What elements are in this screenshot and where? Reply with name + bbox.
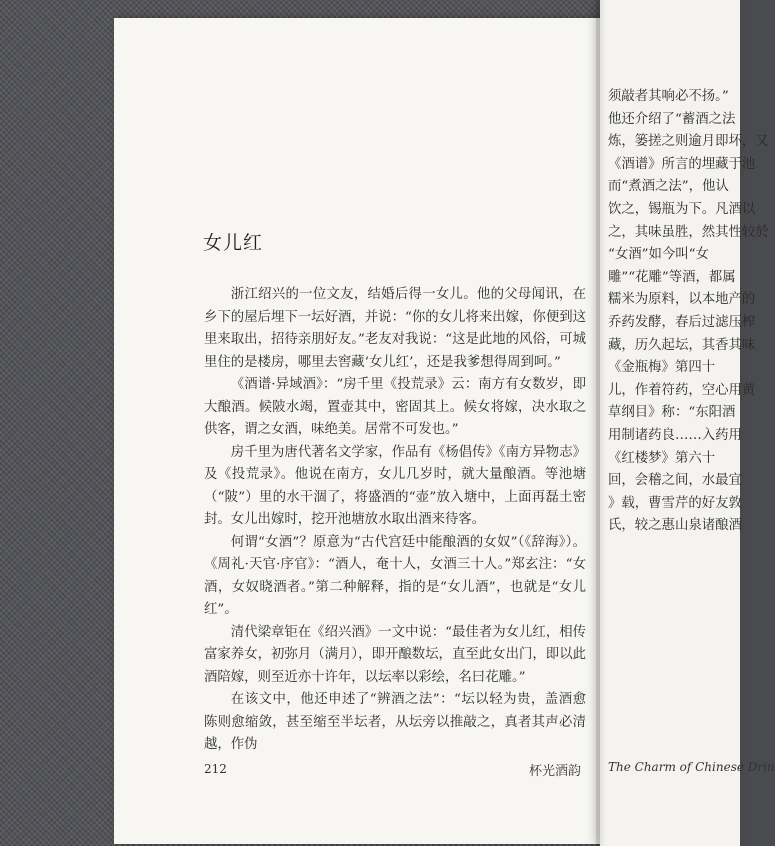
book-gutter-shadow xyxy=(596,0,606,846)
right-page-line: 《金瓶梅》第四十 xyxy=(608,360,716,376)
page-number: 212 xyxy=(204,762,227,776)
right-page-line: 回，会稽之间，水最宜 xyxy=(608,473,742,489)
right-page-line: 儿，作着符药，空心用黄 xyxy=(608,382,756,398)
chapter-title: 女儿红 xyxy=(203,232,264,254)
right-page-line: 》载，曹雪芹的好友敦 xyxy=(608,495,742,511)
right-page-line: 饮之，锡瓶为下。凡酒以 xyxy=(608,201,756,217)
running-title: 杯光酒韵 xyxy=(529,764,582,779)
right-page-text xyxy=(608,86,769,538)
right-page-line: 藏，历久起坛，其香其味 xyxy=(608,337,756,353)
right-page-line: 《酒谱》所言的埋藏于池 xyxy=(608,156,756,172)
right-page-line: 糯米为原料，以本地产的 xyxy=(608,292,756,308)
paragraph: 房千里为唐代著名文学家，作品有《杨倡传》《南方异物志》及《投荒录》。他说在南方，女儿几岁时，就大量酿酒。等池塘（“陂”）里的水干涸了，将盛酒的“壶”放入塘中，上面再磊土密封。女儿出嫁时，挖开池塘放水取出酒来待客。 xyxy=(204,444,586,527)
right-page-running-title: The Charm of Chinese Drin xyxy=(608,760,775,774)
right-book-page xyxy=(600,0,775,846)
right-page-line: 须敲者其响必不扬。” xyxy=(608,89,729,104)
right-page-line: 《红楼梦》第六十 xyxy=(608,450,716,466)
right-page-line: 草纲目》称：“东阳酒 xyxy=(608,405,736,421)
right-page-line: 用制诸药良……入药用 xyxy=(608,427,742,443)
chapter-body xyxy=(204,284,586,757)
paragraph: 《酒谱·异域酒》：“房千里《投荒录》云：南方有女数岁，即大酿酒。候陂水竭，置壶其中，密固其上。候女将嫁，决水取之供客，谓之女酒，味绝美。居常不可发也。” xyxy=(204,377,586,437)
paragraph: 何谓“女酒”？原意为“古代宫廷中能酿酒的女奴”（《辞海》）。《周礼·天官·序官》：“酒人，奄十人，女酒三十人。”郑玄注：“女酒，女奴晓酒者。”第二种解释，指的是“女儿酒”，也就是“女儿红”。 xyxy=(204,534,586,617)
paragraph: 清代梁章钜在《绍兴酒》一文中说：“最佳者为女儿红，相传富家养女，初弥月（满月），即开酿数坛，直至此女出门，即以此酒陪嫁，则至近亦十许年，以坛率以彩绘，名曰花雕。” xyxy=(204,624,586,685)
right-page-line: 氏，较之惠山泉诸酿酒 xyxy=(608,518,742,534)
right-page-line: “女酒”如今叫“女 xyxy=(608,247,709,263)
right-page-line: 炼，篓搓之则逾月即坏，又 xyxy=(608,134,769,150)
right-page-line: 之，其味虽胜，然其性较於 xyxy=(608,224,769,240)
right-page-line: 乔药发酵，春后过滤压榨 xyxy=(608,314,756,330)
paragraph: 浙江绍兴的一位文友，结婚后得一女儿。他的父母闻讯，在乡下的屋后埋下一坛好酒，并说：“你的女儿将来出嫁，你便到这里来取出，招待亲朋好友。”老友对我说：“这是此地的风俗，可城里住的是楼房，哪里去窖藏‘女儿红’，还是我爹想得周到呵。” xyxy=(204,287,586,370)
right-page-line: 而“煮酒之法”，他认 xyxy=(608,179,729,195)
paragraph: 在该文中，他还申述了“辨酒之法”：“坛以轻为贵，盖酒愈陈则愈缩敛，甚至缩至半坛者，从坛旁以推敲之，真者其声必清越，作伪 xyxy=(204,692,586,752)
right-page-line: 雕”“花雕”等酒，都属 xyxy=(608,269,736,285)
right-page-line: 他还介绍了“蓄酒之法 xyxy=(608,111,736,127)
